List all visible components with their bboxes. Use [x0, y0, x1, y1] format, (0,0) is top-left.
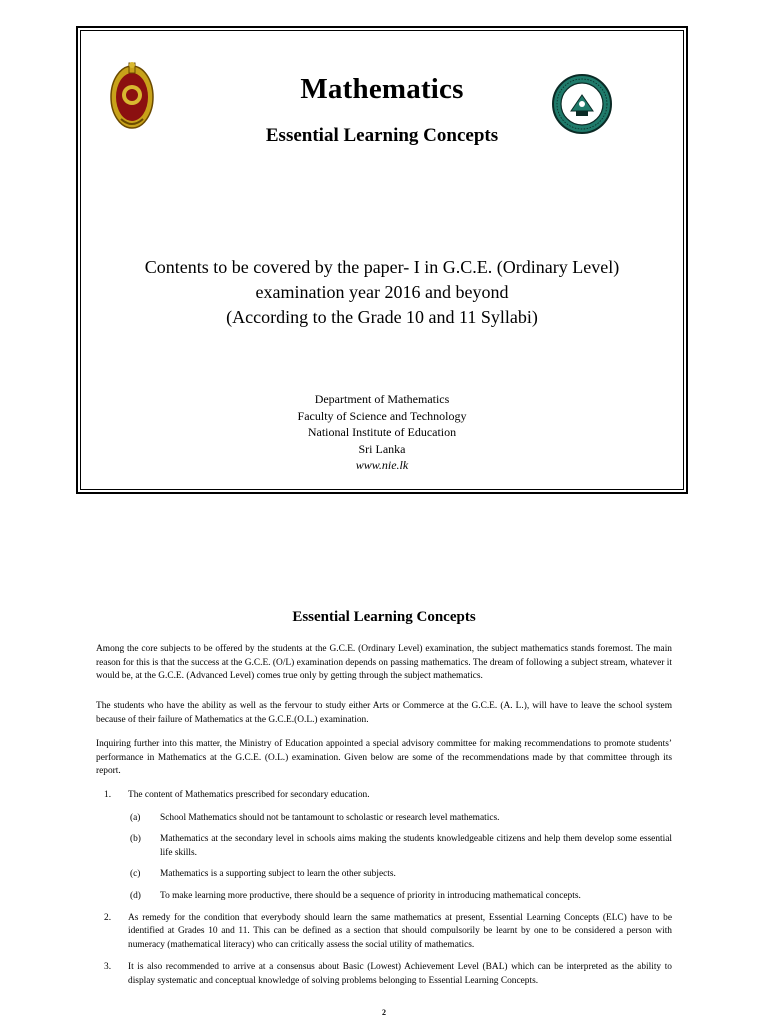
website-link[interactable]: www.nie.lk [355, 458, 409, 472]
department-line: Department of Mathematics [314, 392, 450, 406]
contents-line: Contents to be covered by the paper- I in G.C.E. (Ordinary Level) [144, 257, 620, 277]
sublist-text: Mathematics is a supporting subject to learn the other subjects. [160, 869, 396, 880]
department-line: Sri Lanka [358, 441, 406, 456]
department-line: Faculty of Science and Technology [297, 408, 467, 423]
sublist-text: School Mathematics should not be tantamount to scholastic or research level mathematics. [160, 812, 500, 823]
paragraph: Among the core subjects to be offered by the students at the G.C.E. (Ordinary Level) examination, the subject mathematics stands foremost. The main reason for this is that the success at the G.C.E. (O/L) examination depends on passing mathematics. The dream of following a subject stream, whatever it would be, at the G.C.E. (Advanced Level) comes true only by getting through the subject mathematics. [96, 644, 672, 682]
sublist-item [128, 833, 672, 860]
recommendations-list [96, 789, 672, 989]
cover-box [76, 26, 688, 494]
contents-description [81, 255, 683, 330]
sublist-label: (c) [130, 869, 141, 880]
sublist-item [128, 812, 672, 826]
contents-line: (According to the Grade 10 and 11 Syllabi) [226, 307, 538, 327]
department-line: National Institute of Education [307, 425, 457, 439]
paragraph: The students who have the ability as well as the fervour to study either Arts or Commerce at the G.C.E. (A. L.), will have to leave the school system because of their failure of Mathematics at the G.C.E.(O.L.) examination. [96, 701, 672, 725]
sublist [96, 812, 672, 904]
sublist-text: To make learning more productive, there should be a sequence of priority in introducing mathematical concepts. [160, 890, 581, 901]
list-number: 1. [104, 790, 112, 800]
sublist-item [128, 890, 672, 904]
sublist-text: Mathematics at the secondary level in schools aims making the students knowledgeable citizens and help them develop some essential life skills. [160, 834, 672, 858]
paragraph: Inquiring further into this matter, the Ministry of Education appointed a special advisory committee for making recommendations to promote students’ performance in Mathematics at the G.C.E. (O.L.) examination. Given below are some of the recommendations made by that committee through its report. [96, 739, 672, 777]
cover-inner-border [80, 30, 684, 490]
list-item [96, 789, 672, 803]
list-item-text: It is also recommended to arrive at a consensus about Basic (Lowest) Achievement Level (BAL) which can be interpreted as the ability to display systematic and conceptual knowledge of solving problems belonging to Essential Learning Concepts. [128, 962, 672, 986]
list-item [96, 912, 672, 953]
document-subtitle: Essential Learning Concepts [265, 125, 499, 146]
list-item [96, 961, 672, 988]
document-title: Mathematics [300, 73, 464, 105]
section-heading: Essential Learning Concepts [292, 609, 476, 625]
sublist-label: (d) [130, 890, 141, 901]
sublist-label: (b) [130, 834, 141, 845]
sublist-item [128, 868, 672, 882]
list-item-text: As remedy for the condition that everybody should learn the same mathematics at present, Essential Learning Concepts (ELC) have to be identified at Grades 10 and 11. This can be defined as a section that should compulsorily be learnt by one to be considered a person with numeracy (mathematical literacy) who can critically assess the social utility of mathematics. [128, 912, 672, 950]
list-number: 2. [104, 912, 112, 923]
list-number: 3. [104, 962, 112, 973]
contents-line: examination year 2016 and beyond [255, 282, 509, 302]
department-info [81, 391, 683, 474]
sublist-label: (a) [130, 812, 141, 823]
list-item-text: The content of Mathematics prescribed for secondary education. [128, 790, 370, 800]
page-number: 2 [382, 1008, 386, 1017]
